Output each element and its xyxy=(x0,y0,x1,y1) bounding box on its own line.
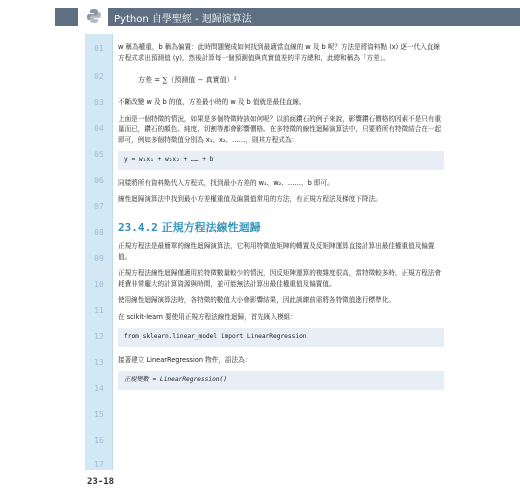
section-number: 23.4.2 xyxy=(118,220,158,234)
line-number: 04 xyxy=(94,124,104,133)
paragraph: 上面是一個特徵的情況，如果是多個特徵時該如何呢？以前面鑽石的例子來說，影響鑽石價格的因素不是只有重量而已，鑽石的顏色、純度、切割等都會影響價格。在多特徵的線性迴歸演算法中，只要將所有特徵結合在一起即可，例如多個特徵值分別為 x₁、x₂、……，則其方程式為： xyxy=(118,114,442,144)
line-number: 15 xyxy=(94,410,104,419)
gutter-divider xyxy=(112,34,113,470)
page-header xyxy=(0,0,520,34)
line-number: 09 xyxy=(94,254,104,263)
paragraph: w 稱為權重，b 稱為偏置：此時問題變成如何找到最適當直線的 w 及 b 呢？方法是將資料點 (x) 逐一代入直線方程式求出預測值 (y)，然後計算每一個預測值與真實值差的平方總和，此總和稱為「方差」。 xyxy=(118,43,440,62)
variance-formula: 方差 = ∑（預測值 − 真實值）² xyxy=(138,76,237,84)
paragraph: 使用線性迴歸演算法時，各特徵的數值大小會影響結果，因此訓練前需將各特徵值進行標準化。 xyxy=(118,296,395,304)
paragraph: 同樣將所有資料點代入方程式，找到最小方差的 w₁、w₂、……、b 即可。 xyxy=(118,178,334,187)
python-logo-icon xyxy=(86,8,102,24)
paragraph: 正規方程法是最簡單的線性迴歸演算法，它利用特徵值矩陣的轉置及反矩陣運算直接計算出最佳權重值及偏置值。 xyxy=(118,242,435,261)
line-number: 07 xyxy=(94,202,104,211)
paragraph: 接著建立 LinearRegression 物件，語法為： xyxy=(118,355,252,364)
paragraph: 正規方程法線性迴歸僅適用於特徵數量較少的情況，因反矩陣運算的複雜度很高，當特徵較多時，正規方程法會耗費非常龐大的計算資源與時間，並可能無法計算出最佳權重值及偏置值。 xyxy=(118,269,442,288)
line-number: 14 xyxy=(94,384,104,393)
line-number: 03 xyxy=(94,98,104,107)
header-title: Python 自學聖經 - 迴歸演算法 xyxy=(114,14,252,25)
line-number: 12 xyxy=(94,332,104,341)
paragraph: 不斷改變 w 及 b 的值，方差最小時的 w 及 b 值就是最佳直線。 xyxy=(118,98,306,106)
line-number-gutter xyxy=(85,34,113,470)
section-title: 正規方程法線性迴歸 xyxy=(161,220,261,234)
line-number: 02 xyxy=(94,72,104,81)
line-number: 17 xyxy=(94,460,104,469)
line-number: 16 xyxy=(94,436,104,445)
line-number: 01 xyxy=(94,44,104,53)
code-block-equation: y = w₁x₁ + w₂x₂ + …… + b xyxy=(118,151,444,170)
page-number: 23-18 xyxy=(87,477,115,487)
code-block-syntax: 正規變數 = LinearRegression() xyxy=(118,371,444,390)
page-content xyxy=(118,42,444,398)
line-number: 13 xyxy=(94,358,104,367)
line-number: 06 xyxy=(94,176,104,185)
line-number: 05 xyxy=(94,150,104,159)
paragraph: 在 scikit-learn 要使用正規方程法線性迴歸，首先匯入模組： xyxy=(118,312,297,321)
line-number: 10 xyxy=(94,280,104,289)
line-number: 11 xyxy=(94,306,104,315)
code-block-import: from sklearn.linear_model import LinearRegression xyxy=(118,328,444,347)
section-heading xyxy=(118,220,444,234)
paragraph: 線性迴歸演算法中找到最小方差權重值及偏置值常用的方法，有正規方程法及梯度下降法。 xyxy=(118,195,382,203)
line-number: 08 xyxy=(94,228,104,237)
